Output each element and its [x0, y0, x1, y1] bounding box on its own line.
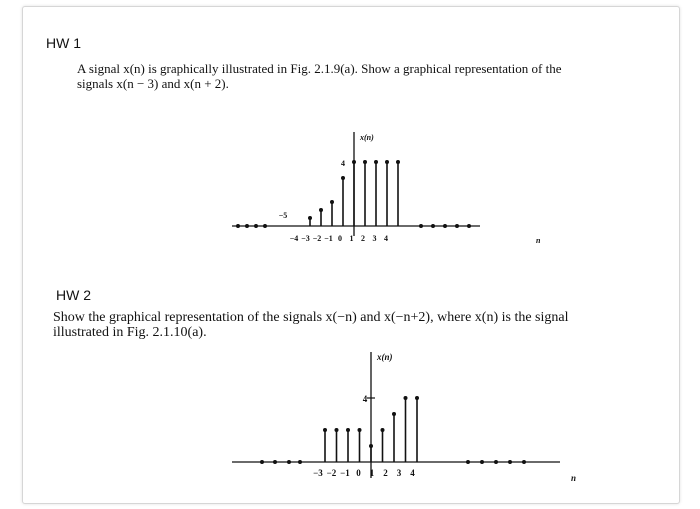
tick-label: −1	[340, 468, 350, 478]
tick-label: 0	[338, 234, 342, 243]
stem-marker	[381, 428, 385, 432]
zero-sample-dot	[466, 460, 470, 464]
hw1-text-line-1: A signal x(n) is graphically illustrated in Fig. 2.1.9(a). Show a graphical representation of the	[77, 61, 562, 76]
zero-sample-dot	[480, 460, 484, 464]
tick-label: 2	[383, 468, 388, 478]
chart-title: x(n)	[377, 352, 393, 362]
zero-sample-dot	[508, 460, 512, 464]
stem-marker	[335, 428, 339, 432]
stem-marker	[404, 396, 408, 400]
tick-label: −4	[289, 234, 299, 243]
hw1-title: HW 1	[46, 35, 81, 51]
zero-sample-dot	[260, 460, 264, 464]
tick-label: −3	[313, 468, 323, 478]
tick-label: 0	[356, 468, 361, 478]
zero-sample-dot	[287, 460, 291, 464]
hw1-text-line-2: signals x(n − 3) and x(n + 2).	[77, 76, 229, 91]
stem-marker	[415, 396, 419, 400]
stem-marker	[323, 428, 327, 432]
tick-label: 2	[361, 234, 365, 243]
stem-marker	[346, 428, 350, 432]
peak-value-label: 4	[362, 394, 368, 404]
hw2-text-line-2: illustrated in Fig. 2.1.10(a).	[53, 325, 207, 340]
x-axis-label: n	[571, 473, 577, 483]
zero-sample-dot	[494, 460, 498, 464]
marker-label: −5	[278, 211, 288, 220]
peak-value-label: 4	[341, 159, 345, 168]
tick-label: 4	[410, 468, 415, 478]
tick-label: 1	[349, 234, 354, 243]
stem-marker	[392, 412, 396, 416]
tick-label: 1	[369, 468, 375, 478]
tick-label: −2	[326, 468, 337, 478]
tick-label: 3	[372, 234, 377, 243]
hw2-title: HW 2	[56, 287, 91, 303]
stem-marker	[358, 428, 362, 432]
chart-title: x(n)	[360, 133, 374, 142]
tick-label: 4	[384, 234, 388, 243]
tick-label: −3	[301, 234, 310, 243]
tick-label: 3	[396, 468, 402, 478]
hw2-text-line-1: Show the graphical representation of the signals x(−n) and x(−n+2), where x(n) is the signal	[53, 310, 569, 325]
zero-sample-dot	[273, 460, 277, 464]
zero-sample-dot	[298, 460, 302, 464]
zero-sample-dot	[522, 460, 526, 464]
stem-marker	[369, 444, 373, 448]
tick-label: −1	[324, 234, 333, 243]
x-axis-label: n	[536, 236, 541, 245]
tick-label: −2	[312, 234, 322, 243]
